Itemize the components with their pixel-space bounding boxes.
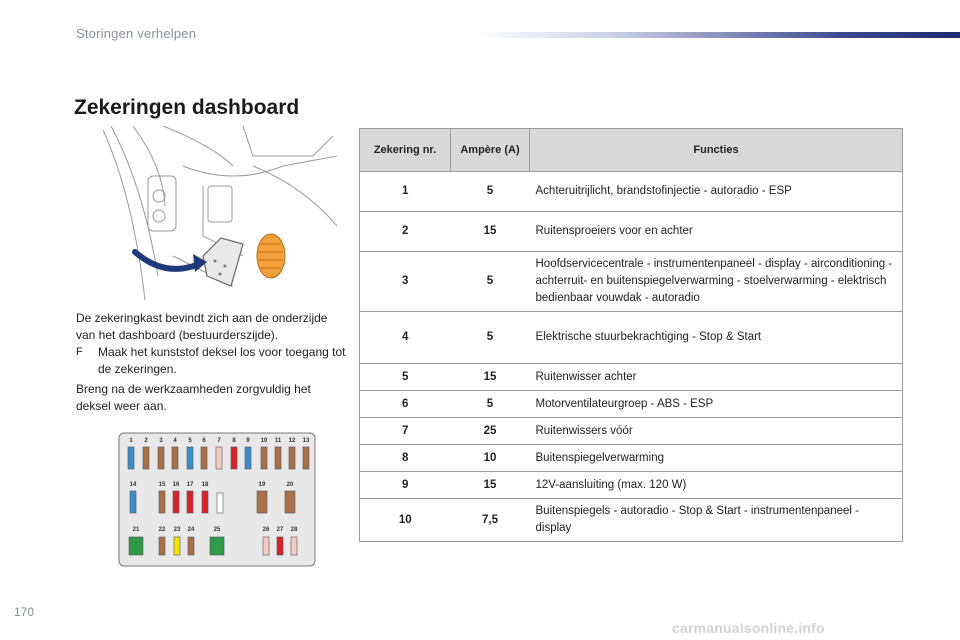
table-row	[360, 472, 903, 499]
fuse	[159, 491, 165, 513]
fuse	[261, 447, 267, 469]
fuse	[275, 447, 281, 469]
cell-amp: 10	[451, 445, 530, 472]
cell-nr: 7	[360, 418, 451, 445]
table-row	[360, 418, 903, 445]
fuse	[303, 447, 309, 469]
fuse-label: 22	[158, 527, 166, 533]
cell-amp: 15	[451, 364, 530, 391]
fuse	[129, 537, 143, 555]
cell-amp: 5	[451, 391, 530, 418]
cell-func: 12V-aansluiting (max. 120 W)	[530, 472, 903, 499]
cell-amp: 15	[451, 212, 530, 252]
fuse-label: 28	[290, 527, 298, 533]
fuse-label: 15	[158, 482, 166, 488]
fuse-label: 21	[132, 527, 140, 533]
fuse-label: 14	[129, 482, 137, 488]
cell-nr: 10	[360, 499, 451, 542]
cell-amp: 7,5	[451, 499, 530, 542]
fuse	[187, 491, 193, 513]
header-func: Functies	[530, 129, 903, 172]
fuse-label: 11	[274, 438, 282, 444]
page-number: 170	[14, 605, 35, 619]
fuse-label: 12	[288, 438, 296, 444]
cell-func: Elektrische stuurbekrachtiging - Stop & Start	[530, 312, 903, 364]
fuse	[188, 537, 194, 555]
fuse-label: 8	[232, 438, 236, 444]
fuse-label: 25	[213, 527, 221, 533]
intro-paragraph: De zekeringkast bevindt zich aan de onderzijde van het dashboard (bestuurderszijde).	[76, 311, 328, 342]
cell-amp: 5	[451, 312, 530, 364]
cell-func: Buitenspiegelverwarming	[530, 445, 903, 472]
fuse-label: 10	[260, 438, 268, 444]
fuse	[231, 447, 237, 469]
fuse	[217, 493, 223, 513]
cell-func: Hoofdservicecentrale - instrumentenpaneel - display - airconditioning - achterruit- en buitenspiegelverwarming - stoelverwarming - elektrisch bedienbaar vouwdak - autoradio	[530, 252, 903, 312]
cell-func: Buitenspiegels - autoradio - Stop & Start - instrumentenpaneel - display	[530, 499, 903, 542]
bullet-item	[76, 344, 346, 378]
table-row	[360, 391, 903, 418]
fuse	[143, 447, 149, 469]
table-row	[360, 364, 903, 391]
cell-nr: 6	[360, 391, 451, 418]
cell-nr: 3	[360, 252, 451, 312]
fuse-label: 23	[173, 527, 181, 533]
fuse	[130, 491, 136, 513]
section-header: Storingen verhelpen	[76, 26, 197, 41]
fuse-label: 5	[188, 438, 192, 444]
cell-amp: 5	[451, 172, 530, 212]
table-header-row	[360, 129, 903, 172]
fuse-label: 27	[276, 527, 284, 533]
fuse	[210, 537, 224, 555]
fuse-label: 1	[129, 438, 133, 444]
intro-text	[76, 310, 346, 378]
dashboard-illustration	[103, 126, 337, 300]
fuse	[158, 447, 164, 469]
fuse-label: 17	[186, 482, 194, 488]
cell-func: Ruitenwisser achter	[530, 364, 903, 391]
table-row	[360, 499, 903, 542]
cell-nr: 9	[360, 472, 451, 499]
cell-nr: 5	[360, 364, 451, 391]
header-nr: Zekering nr.	[360, 129, 451, 172]
table-row	[360, 212, 903, 252]
bullet-text: Maak het kunststof deksel los voor toegang tot de zekeringen.	[98, 345, 346, 376]
fuse-label: 18	[201, 482, 209, 488]
cell-amp: 15	[451, 472, 530, 499]
fusebox-diagram	[118, 432, 316, 567]
header-amp: Ampère (A)	[451, 129, 530, 172]
fuse	[174, 537, 180, 555]
cell-nr: 1	[360, 172, 451, 212]
bullet-marker: F	[76, 346, 83, 358]
table-row	[360, 172, 903, 212]
outro-paragraph: Breng na de werkzaamheden zorgvuldig het deksel weer aan.	[76, 382, 311, 413]
fuse-label: 16	[172, 482, 180, 488]
fuse	[201, 447, 207, 469]
cell-func: Achteruitrijlicht, brandstofinjectie - autoradio - ESP	[530, 172, 903, 212]
fuse	[173, 491, 179, 513]
fuse	[202, 491, 208, 513]
table-row	[360, 252, 903, 312]
table-row	[360, 445, 903, 472]
cell-amp: 5	[451, 252, 530, 312]
cell-nr: 8	[360, 445, 451, 472]
cell-func: Ruitenwissers vóór	[530, 418, 903, 445]
vent-grille	[257, 234, 285, 278]
fuse	[285, 491, 295, 513]
fuse-label: 4	[173, 438, 177, 444]
cell-func: Ruitensproeiers voor en achter	[530, 212, 903, 252]
cell-nr: 2	[360, 212, 451, 252]
fuse-label: 19	[258, 482, 266, 488]
fuse-label: 24	[187, 527, 195, 533]
fuse	[291, 537, 297, 555]
fuse	[216, 447, 222, 469]
cell-func: Motorventilateurgroep - ABS - ESP	[530, 391, 903, 418]
fuse-label: 6	[202, 438, 206, 444]
header-bar	[478, 32, 960, 38]
fuse-label: 9	[246, 438, 250, 444]
page-title: Zekeringen dashboard	[74, 96, 300, 119]
fuse-label: 2	[144, 438, 148, 444]
fuse-label: 3	[159, 438, 163, 444]
fuse-table	[359, 128, 903, 542]
cell-amp: 25	[451, 418, 530, 445]
table-row	[360, 312, 903, 364]
watermark: carmanualsonline.info	[672, 620, 825, 636]
fuse-label: 7	[217, 438, 221, 444]
fuse	[263, 537, 269, 555]
fuse	[187, 447, 193, 469]
fuse	[159, 537, 165, 555]
fuse-label: 26	[262, 527, 270, 533]
cell-nr: 4	[360, 312, 451, 364]
fuse	[277, 537, 283, 555]
fuse-label: 13	[302, 438, 310, 444]
fuse	[245, 447, 251, 469]
fuse	[172, 447, 178, 469]
fuse-label: 20	[286, 482, 294, 488]
fuse	[289, 447, 295, 469]
fuse	[257, 491, 267, 513]
fuse	[128, 447, 134, 469]
